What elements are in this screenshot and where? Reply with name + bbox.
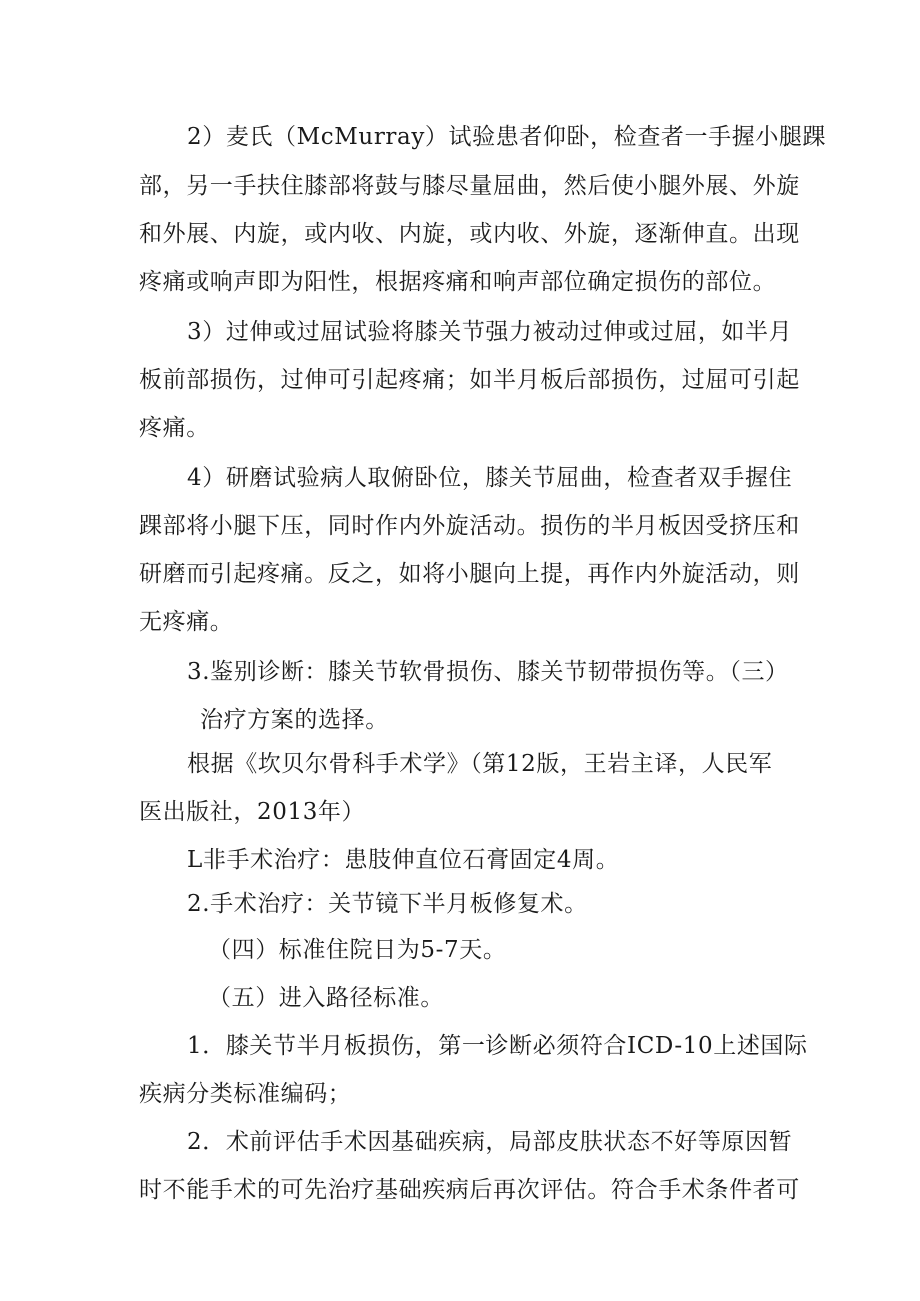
text-line: 3.鉴别诊断：膝关节软骨损伤、膝关节韧带损伤等。（三） bbox=[187, 659, 789, 685]
text-line: 部，另一手扶住膝部将鼓与膝尽量屈曲，然后使小腿外展、外旋 bbox=[139, 173, 800, 199]
text-line: 2）麦氏（McMurray）试验患者仰卧，检查者一手握小腿踝 bbox=[187, 124, 827, 150]
text-line: 无疼痛。 bbox=[139, 609, 234, 635]
text-line: 研磨而引起疼痛。反之，如将小腿向上提，再作内外旋活动，则 bbox=[139, 561, 800, 587]
text-line: 3）过伸或过屈试验将膝关节强力被动过伸或过屈，如半月 bbox=[187, 319, 793, 345]
text-line: 疾病分类标准编码； bbox=[139, 1081, 352, 1107]
text-line: 1．膝关节半月板损伤，第一诊断必须符合ICD-10上述国际 bbox=[187, 1033, 808, 1059]
text-line: 时不能手术的可先治疗基础疾病后再次评估。符合手术条件者可 bbox=[139, 1177, 800, 1203]
text-line: 2．术前评估手术因基础疾病，局部皮肤状态不好等原因暂 bbox=[187, 1129, 793, 1155]
text-line: 医出版社，2013年） bbox=[139, 799, 366, 825]
text-line: 踝部将小腿下压，同时作内外旋活动。损伤的半月板因受挤压和 bbox=[139, 513, 800, 539]
text-line: 疼痛或响声即为阳性，根据疼痛和响声部位确定损伤的部位。 bbox=[139, 269, 777, 295]
text-line: 治疗方案的选择。 bbox=[200, 707, 389, 733]
text-line: 和外展、内旋，或内收、内旋，或内收、外旋，逐渐伸直。出现 bbox=[139, 221, 800, 247]
text-line: 根据《坎贝尔骨科手术学》（第12版，王岩主译，人民军 bbox=[187, 751, 773, 777]
text-line: L非手术治疗：患肢伸直位石膏固定4周。 bbox=[187, 847, 620, 873]
text-line: 疼痛。 bbox=[139, 415, 210, 441]
text-line: （五）进入路径标准。 bbox=[208, 985, 444, 1011]
text-line: 2.手术治疗：关节镜下半月板修复术。 bbox=[187, 891, 588, 917]
text-line: （四）标准住院日为5-7天。 bbox=[208, 937, 507, 963]
text-line: 板前部损伤，过伸可引起疼痛；如半月板后部损伤，过屈可引起 bbox=[139, 367, 800, 393]
text-line: 4）研磨试验病人取俯卧位，膝关节屈曲，检查者双手握住 bbox=[187, 465, 793, 491]
